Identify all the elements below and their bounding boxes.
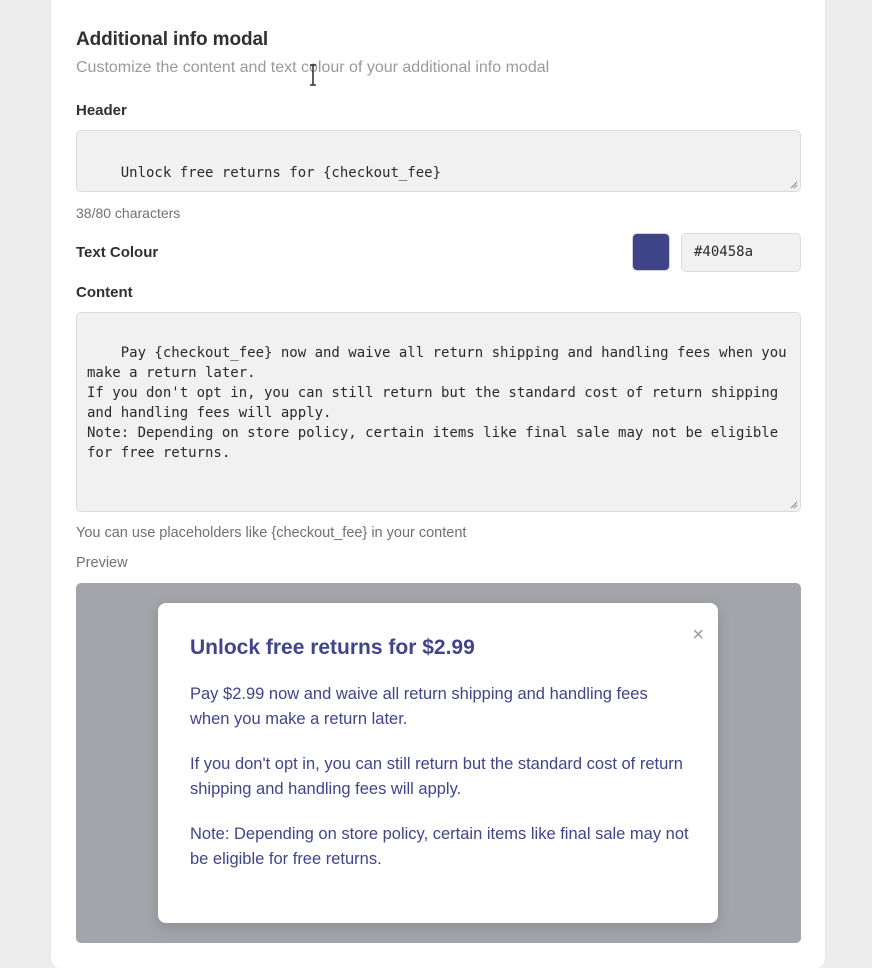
content-textarea[interactable]	[76, 312, 801, 512]
close-icon[interactable]: ×	[692, 624, 704, 646]
header-label: Header	[76, 102, 127, 119]
modal-header: Unlock free returns for $2.99	[190, 636, 475, 659]
text-cursor-icon	[308, 64, 318, 86]
hex-colour-input[interactable]: #40458a	[681, 233, 801, 272]
content-textarea-value: Pay {checkout_fee} now and waive all return shipping and handling fees when you make a return later. If you don't opt in, you can still return but the standard cost of return shipping and handling fees will apply. Note: Depending on store policy, certain items like final sale may not be eligible for free returns.	[87, 345, 787, 461]
header-textarea[interactable]	[76, 130, 801, 192]
modal-paragraph: Note: Depending on store policy, certain items like final sale may not be eligible for free returns.	[190, 825, 689, 868]
preview-label: Preview	[76, 555, 128, 571]
modal-paragraph: Pay $2.99 now and waive all return shipping and handling fees when you make a return later.	[190, 685, 648, 728]
content-help-text: You can use placeholders like {checkout_fee} in your content	[76, 525, 467, 541]
text-colour-label: Text Colour	[76, 244, 159, 261]
header-char-count: 38/80 characters	[76, 205, 181, 221]
colour-swatch-button[interactable]	[632, 233, 670, 271]
additional-info-modal-card	[50, 0, 826, 968]
header-textarea-value: Unlock free returns for {checkout_fee}	[120, 165, 442, 181]
modal-paragraph: If you don't opt in, you can still return but the standard cost of return shipping and handling fees will apply.	[190, 755, 683, 798]
section-title: Additional info modal	[76, 29, 269, 50]
resize-grip-icon[interactable]	[790, 501, 798, 509]
resize-grip-icon[interactable]	[790, 181, 798, 189]
section-subtitle: Customize the content and text colour of your additional info modal	[76, 59, 550, 76]
preview-modal	[158, 603, 718, 923]
content-label: Content	[76, 284, 133, 301]
preview-backdrop	[76, 583, 801, 943]
